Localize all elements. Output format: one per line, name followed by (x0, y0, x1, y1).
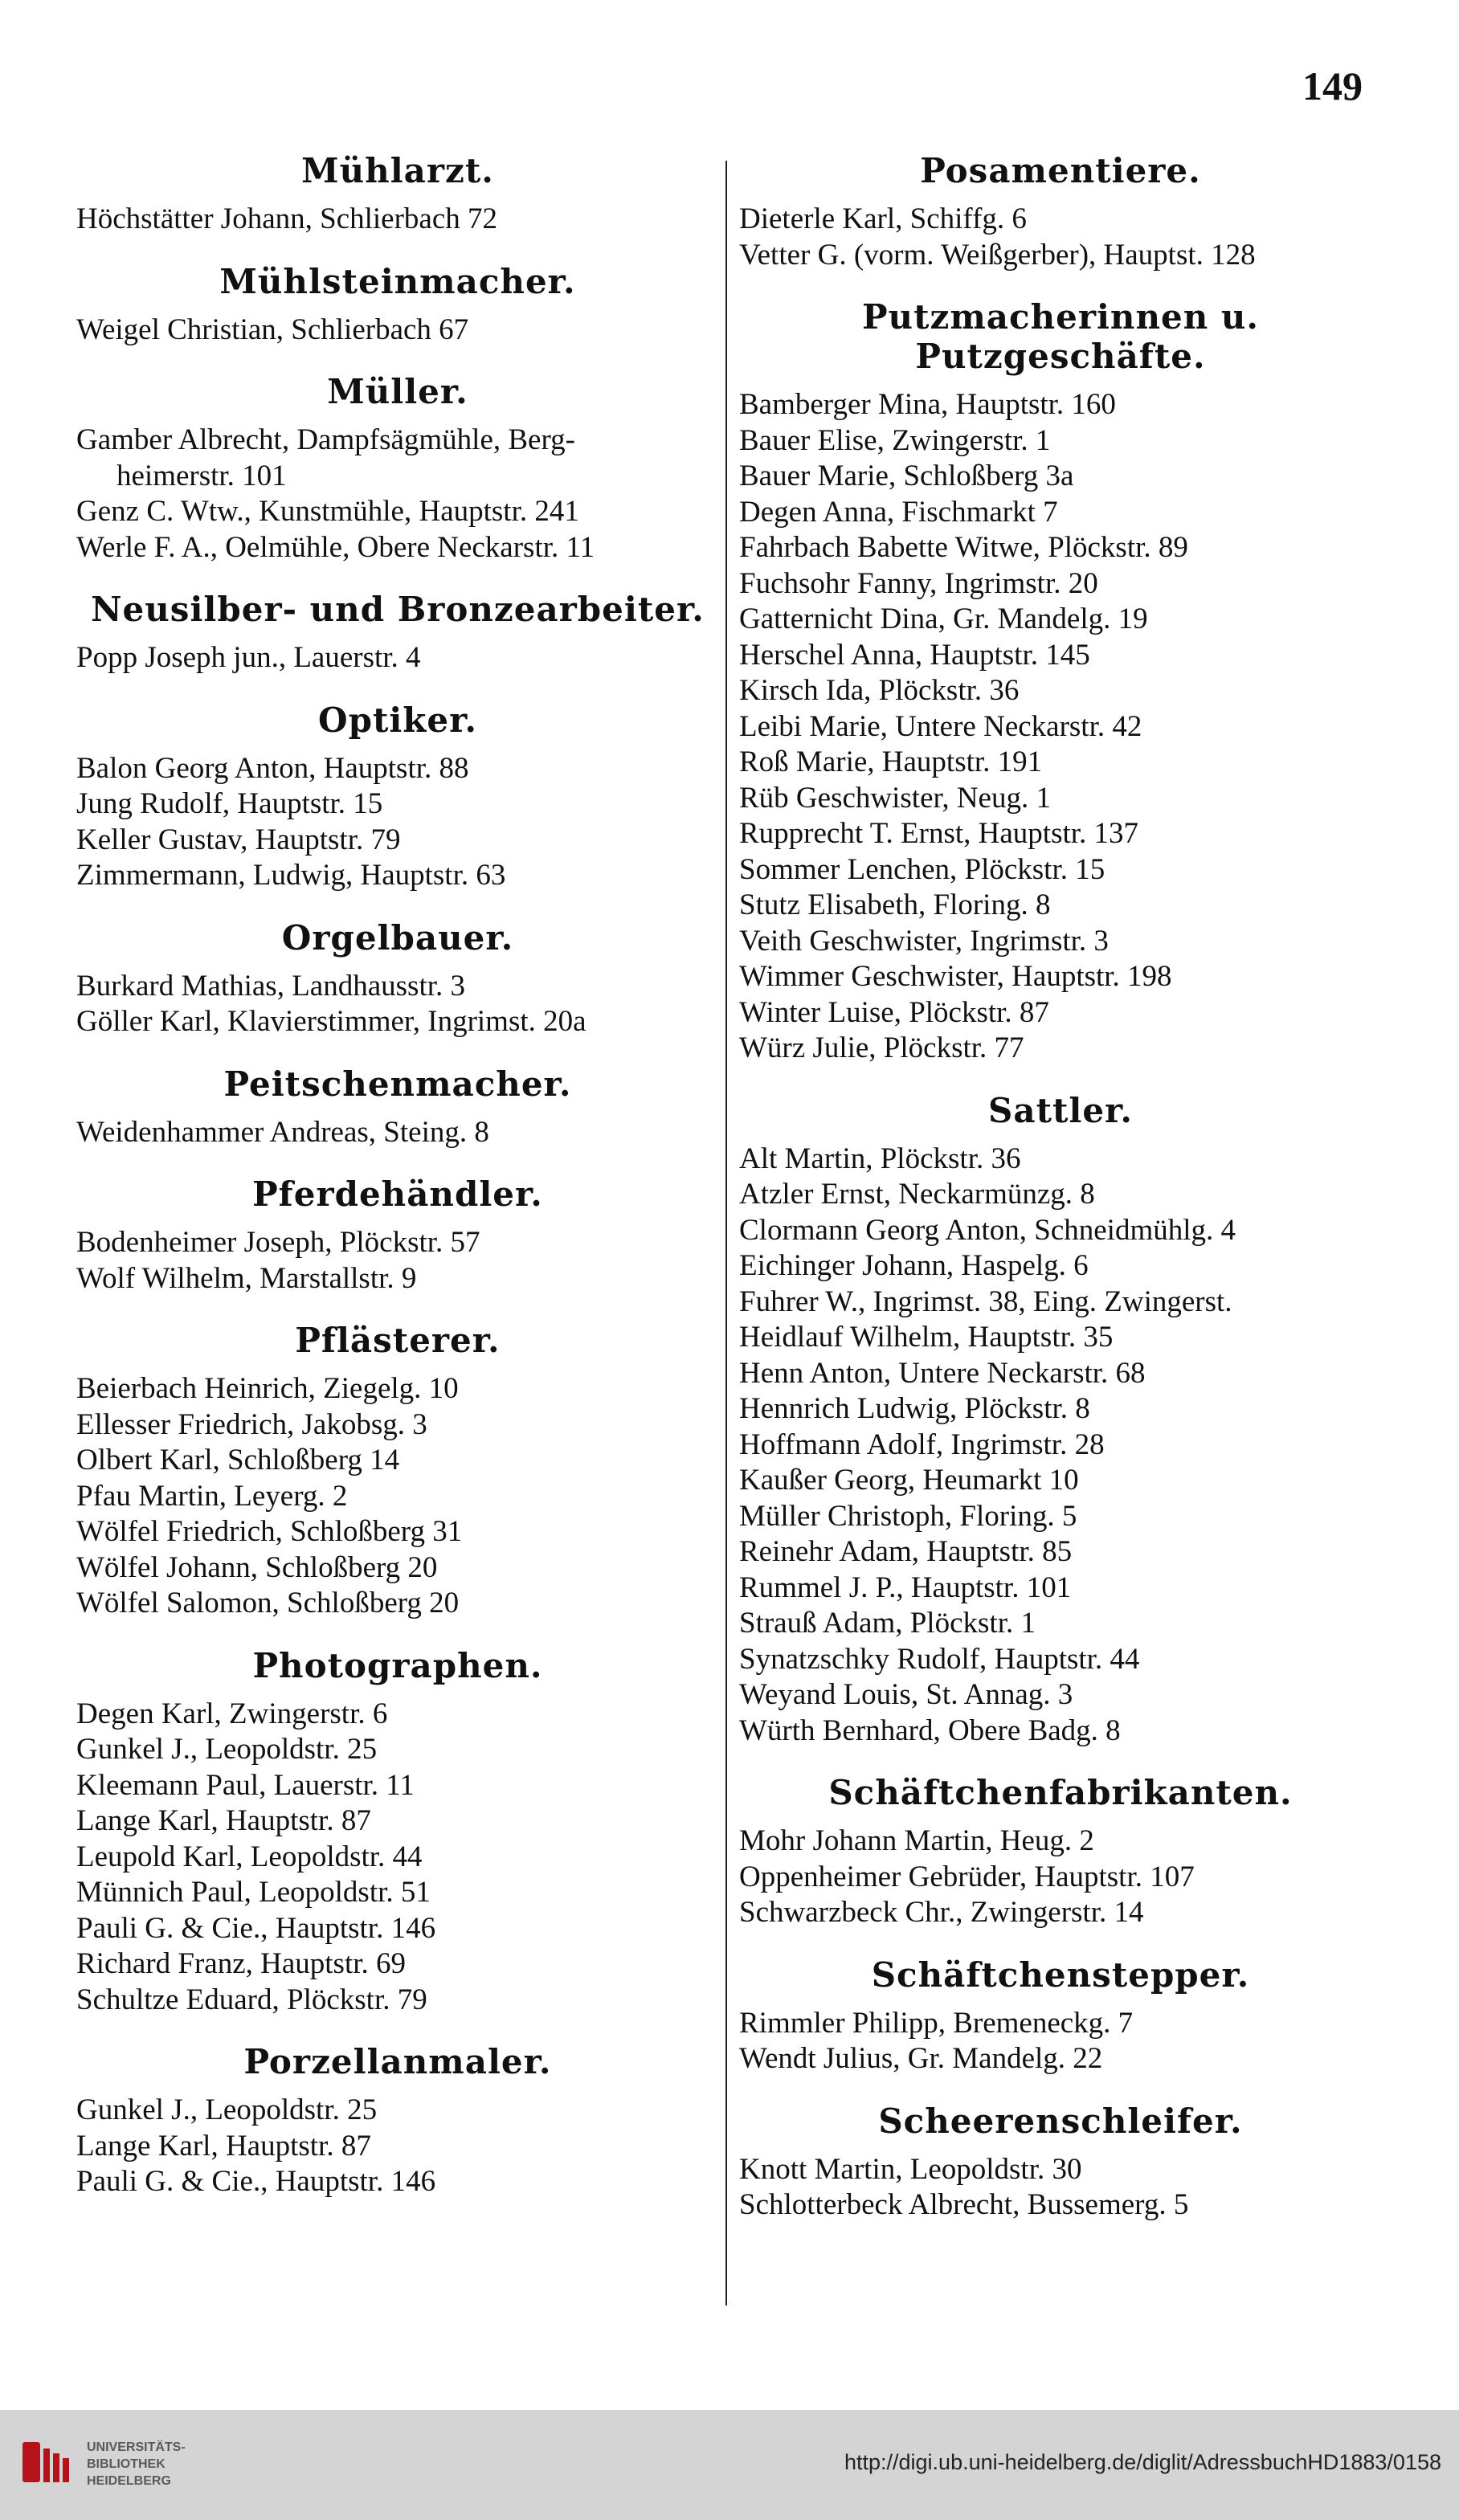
directory-entry: Bamberger Mina, Hauptstr. 160 (739, 388, 1116, 421)
directory-entry: Fuhrer W., Ingrimst. 38, Eing. Zwingerst. (739, 1285, 1232, 1318)
directory-entry: Gamber Albrecht, Dampfsägmühle, Berg- (76, 423, 575, 456)
directory-entry: Kaußer Georg, Heumarkt 10 (739, 1464, 1079, 1497)
directory-entry: Degen Karl, Zwingerstr. 6 (76, 1697, 388, 1730)
directory-section (76, 372, 719, 566)
section-heading: Sattler. (988, 1090, 1133, 1130)
directory-section (76, 590, 719, 676)
directory-section (76, 262, 719, 349)
directory-entry: Bauer Marie, Schloßberg 3a (739, 459, 1074, 492)
directory-section (739, 151, 1382, 273)
directory-section (76, 151, 719, 238)
directory-section (739, 1773, 1382, 1931)
directory-entry: Gatternicht Dina, Gr. Mandelg. 19 (739, 602, 1148, 635)
directory-entry: Schultze Eduard, Plöckstr. 79 (76, 1983, 427, 2016)
directory-entry: heimerstr. 101 (116, 459, 287, 492)
directory-entry: Rummel J. P., Hauptstr. 101 (739, 1570, 1072, 1604)
directory-entry: Wölfel Salomon, Schloßberg 20 (76, 1587, 460, 1619)
directory-entry: Fuchsohr Fanny, Ingrimstr. 20 (739, 566, 1098, 600)
directory-entry: Bauer Elise, Zwingerstr. 1 (739, 423, 1051, 457)
directory-entry: Weidenhammer Andreas, Steing. 8 (76, 1115, 489, 1149)
directory-entry: Vetter G. (vorm. Weißgerber), Hauptst. 128 (739, 238, 1256, 272)
logo-line: HEIDELBERG (87, 2474, 171, 2488)
directory-entry: Bodenheimer Joseph, Plöckstr. 57 (76, 1226, 480, 1259)
directory-entry: Winter Luise, Plöckstr. 87 (739, 995, 1049, 1029)
directory-entry: Veith Geschwister, Ingrimstr. 3 (739, 924, 1109, 958)
directory-entry: Hennrich Ludwig, Plöckstr. 8 (739, 1392, 1090, 1425)
column-divider (725, 161, 727, 2306)
section-heading: Optiker. (317, 700, 478, 740)
directory-entry: Oppenheimer Gebrüder, Hauptstr. 107 (739, 1860, 1195, 1893)
directory-entry: Leupold Karl, Leopoldstr. 44 (76, 1840, 423, 1873)
left-column (76, 145, 719, 2203)
section-heading: Putzmacherinnen u. Putzgeschäfte. (861, 297, 1260, 376)
directory-entry: Gunkel J., Leopoldstr. 25 (76, 2093, 378, 2126)
section-heading: Posamentiere. (920, 151, 1201, 190)
directory-entry: Beierbach Heinrich, Ziegelg. 10 (76, 1372, 459, 1405)
section-heading: Pferdehändler. (252, 1174, 543, 1214)
directory-entry: Pfau Martin, Leyerg. 2 (76, 1479, 348, 1513)
directory-entry: Reinehr Adam, Hauptstr. 85 (739, 1535, 1073, 1568)
directory-entry: Gunkel J., Leopoldstr. 25 (76, 1733, 378, 1766)
directory-entry: Werle F. A., Oelmühle, Obere Neckarstr. 11 (76, 530, 595, 564)
section-heading: Schäftchenstepper. (871, 1954, 1250, 1995)
directory-entry: Wolf Wilhelm, Marstallstr. 9 (76, 1261, 417, 1295)
directory-entry: Mohr Johann Martin, Heug. 2 (739, 1824, 1094, 1857)
directory-section (76, 2042, 719, 2200)
directory-entry: Rimmler Philipp, Bremeneckg. 7 (739, 2006, 1134, 2040)
directory-section (739, 1091, 1382, 1750)
directory-entry: Alt Martin, Plöckstr. 36 (739, 1142, 1021, 1175)
directory-entry: Pauli G. & Cie., Hauptstr. 146 (76, 2165, 436, 2198)
logo-line: BIBLIOTHEK (87, 2457, 166, 2471)
section-heading: Peitschenmacher. (223, 1064, 572, 1104)
logo-line: UNIVERSITÄTS- (87, 2440, 186, 2454)
directory-section (739, 1955, 1382, 2077)
page-number: 149 (1302, 63, 1363, 108)
section-heading: Müller. (327, 372, 468, 411)
directory-entry: Kleemann Paul, Lauerstr. 11 (76, 1768, 415, 1802)
directory-section (76, 1646, 719, 2019)
directory-entry: Höchstätter Johann, Schlierbach 72 (76, 202, 498, 235)
section-heading: Neusilber- und Bronzearbeiter. (91, 590, 705, 629)
source-url-link[interactable]: http://digi.ub.uni-heidelberg.de/diglit/AdressbuchHD1883/0158 (844, 2450, 1441, 2474)
section-heading: Porzellanmaler. (243, 2042, 552, 2081)
directory-entry: Müller Christoph, Floring. 5 (739, 1499, 1077, 1533)
directory-entry: Lange Karl, Hauptstr. 87 (76, 1804, 371, 1837)
directory-entry: Weigel Christian, Schlierbach 67 (76, 312, 469, 346)
directory-entry: Würth Bernhard, Obere Badg. 8 (739, 1713, 1121, 1747)
directory-entry: Popp Joseph jun., Lauerstr. 4 (76, 641, 421, 674)
directory-entry: Wölfel Friedrich, Schloßberg 31 (76, 1515, 463, 1548)
directory-entry: Keller Gustav, Hauptstr. 79 (76, 823, 401, 856)
directory-entry: Strauß Adam, Plöckstr. 1 (739, 1607, 1036, 1640)
footer-bar (0, 2410, 1459, 2520)
directory-entry: Jung Rudolf, Hauptstr. 15 (76, 787, 383, 820)
directory-entry: Wimmer Geschwister, Hauptstr. 198 (739, 960, 1172, 993)
directory-section (76, 1064, 719, 1151)
directory-entry: Knott Martin, Leopoldstr. 30 (739, 2152, 1082, 2186)
section-heading: Pflästerer. (295, 1321, 501, 1360)
directory-entry: Zimmermann, Ludwig, Hauptstr. 63 (76, 859, 506, 892)
directory-entry: Atzler Ernst, Neckarmünzg. 8 (739, 1178, 1095, 1211)
directory-section (739, 2101, 1382, 2224)
directory-entry: Schwarzbeck Chr., Zwingerstr. 14 (739, 1896, 1144, 1929)
directory-entry: Richard Franz, Hauptstr. 69 (76, 1947, 406, 1980)
directory-entry: Leibi Marie, Untere Neckarstr. 42 (739, 709, 1142, 743)
directory-entry: Münnich Paul, Leopoldstr. 51 (76, 1876, 431, 1909)
section-heading: Photographen. (252, 1645, 543, 1685)
directory-entry: Pauli G. & Cie., Hauptstr. 146 (76, 1911, 436, 1945)
directory-entry: Balon Georg Anton, Hauptstr. 88 (76, 751, 469, 785)
directory-entry: Rupprecht T. Ernst, Hauptstr. 137 (739, 817, 1139, 850)
directory-section (76, 700, 719, 894)
section-heading: Mühlarzt. (301, 151, 494, 190)
directory-entry: Genz C. Wtw., Kunstmühle, Hauptstr. 241 (76, 495, 579, 528)
directory-entry: Dieterle Karl, Schiffg. 6 (739, 202, 1027, 235)
section-heading: Orgelbauer. (281, 917, 514, 958)
directory-entry: Degen Anna, Fischmarkt 7 (739, 495, 1058, 529)
directory-entry: Clormann Georg Anton, Schneidmühlg. 4 (739, 1213, 1236, 1247)
directory-entry: Fahrbach Babette Witwe, Plöckstr. 89 (739, 531, 1188, 564)
directory-entry: Göller Karl, Klavierstimmer, Ingrimst. 20a (76, 1005, 586, 1038)
directory-entry: Burkard Mathias, Landhausstr. 3 (76, 969, 465, 1003)
directory-entry: Rüb Geschwister, Neug. 1 (739, 781, 1051, 815)
directory-section (739, 297, 1382, 1067)
directory-entry: Schlotterbeck Albrecht, Bussemerg. 5 (739, 2188, 1189, 2221)
library-logo-icon (18, 2434, 74, 2490)
directory-entry: Eichinger Johann, Haspelg. 6 (739, 1249, 1089, 1282)
directory-section (76, 1321, 719, 1622)
section-heading: Schäftchenfabrikanten. (828, 1773, 1293, 1812)
directory-entry: Sommer Lenchen, Plöckstr. 15 (739, 852, 1105, 886)
directory-entry: Herschel Anna, Hauptstr. 145 (739, 638, 1090, 672)
section-heading: Scheerenschleifer. (878, 2101, 1243, 2141)
directory-section (76, 1174, 719, 1297)
directory-entry: Stutz Elisabeth, Floring. 8 (739, 888, 1051, 921)
directory-entry: Synatzschky Rudolf, Hauptstr. 44 (739, 1642, 1140, 1676)
directory-entry: Ellesser Friedrich, Jakobsg. 3 (76, 1407, 427, 1441)
directory-entry: Henn Anton, Untere Neckarstr. 68 (739, 1356, 1146, 1390)
directory-entry: Heidlauf Wilhelm, Hauptstr. 35 (739, 1321, 1114, 1354)
library-logo-text (87, 2439, 186, 2489)
section-heading: Mühlsteinmacher. (219, 261, 576, 301)
directory-entry: Würz Julie, Plöckstr. 77 (739, 1031, 1024, 1064)
directory-entry: Kirsch Ida, Plöckstr. 36 (739, 674, 1020, 707)
directory-entry: Wölfel Johann, Schloßberg 20 (76, 1550, 438, 1584)
directory-entry: Olbert Karl, Schloßberg 14 (76, 1444, 400, 1476)
directory-entry: Lange Karl, Hauptstr. 87 (76, 2129, 371, 2163)
directory-section (76, 918, 719, 1040)
right-column (739, 145, 1382, 2227)
directory-entry: Weyand Louis, St. Annag. 3 (739, 1678, 1073, 1711)
directory-entry: Roß Marie, Hauptstr. 191 (739, 745, 1043, 778)
directory-entry: Wendt Julius, Gr. Mandelg. 22 (739, 2042, 1103, 2075)
directory-entry: Hoffmann Adolf, Ingrimstr. 28 (739, 1427, 1105, 1461)
